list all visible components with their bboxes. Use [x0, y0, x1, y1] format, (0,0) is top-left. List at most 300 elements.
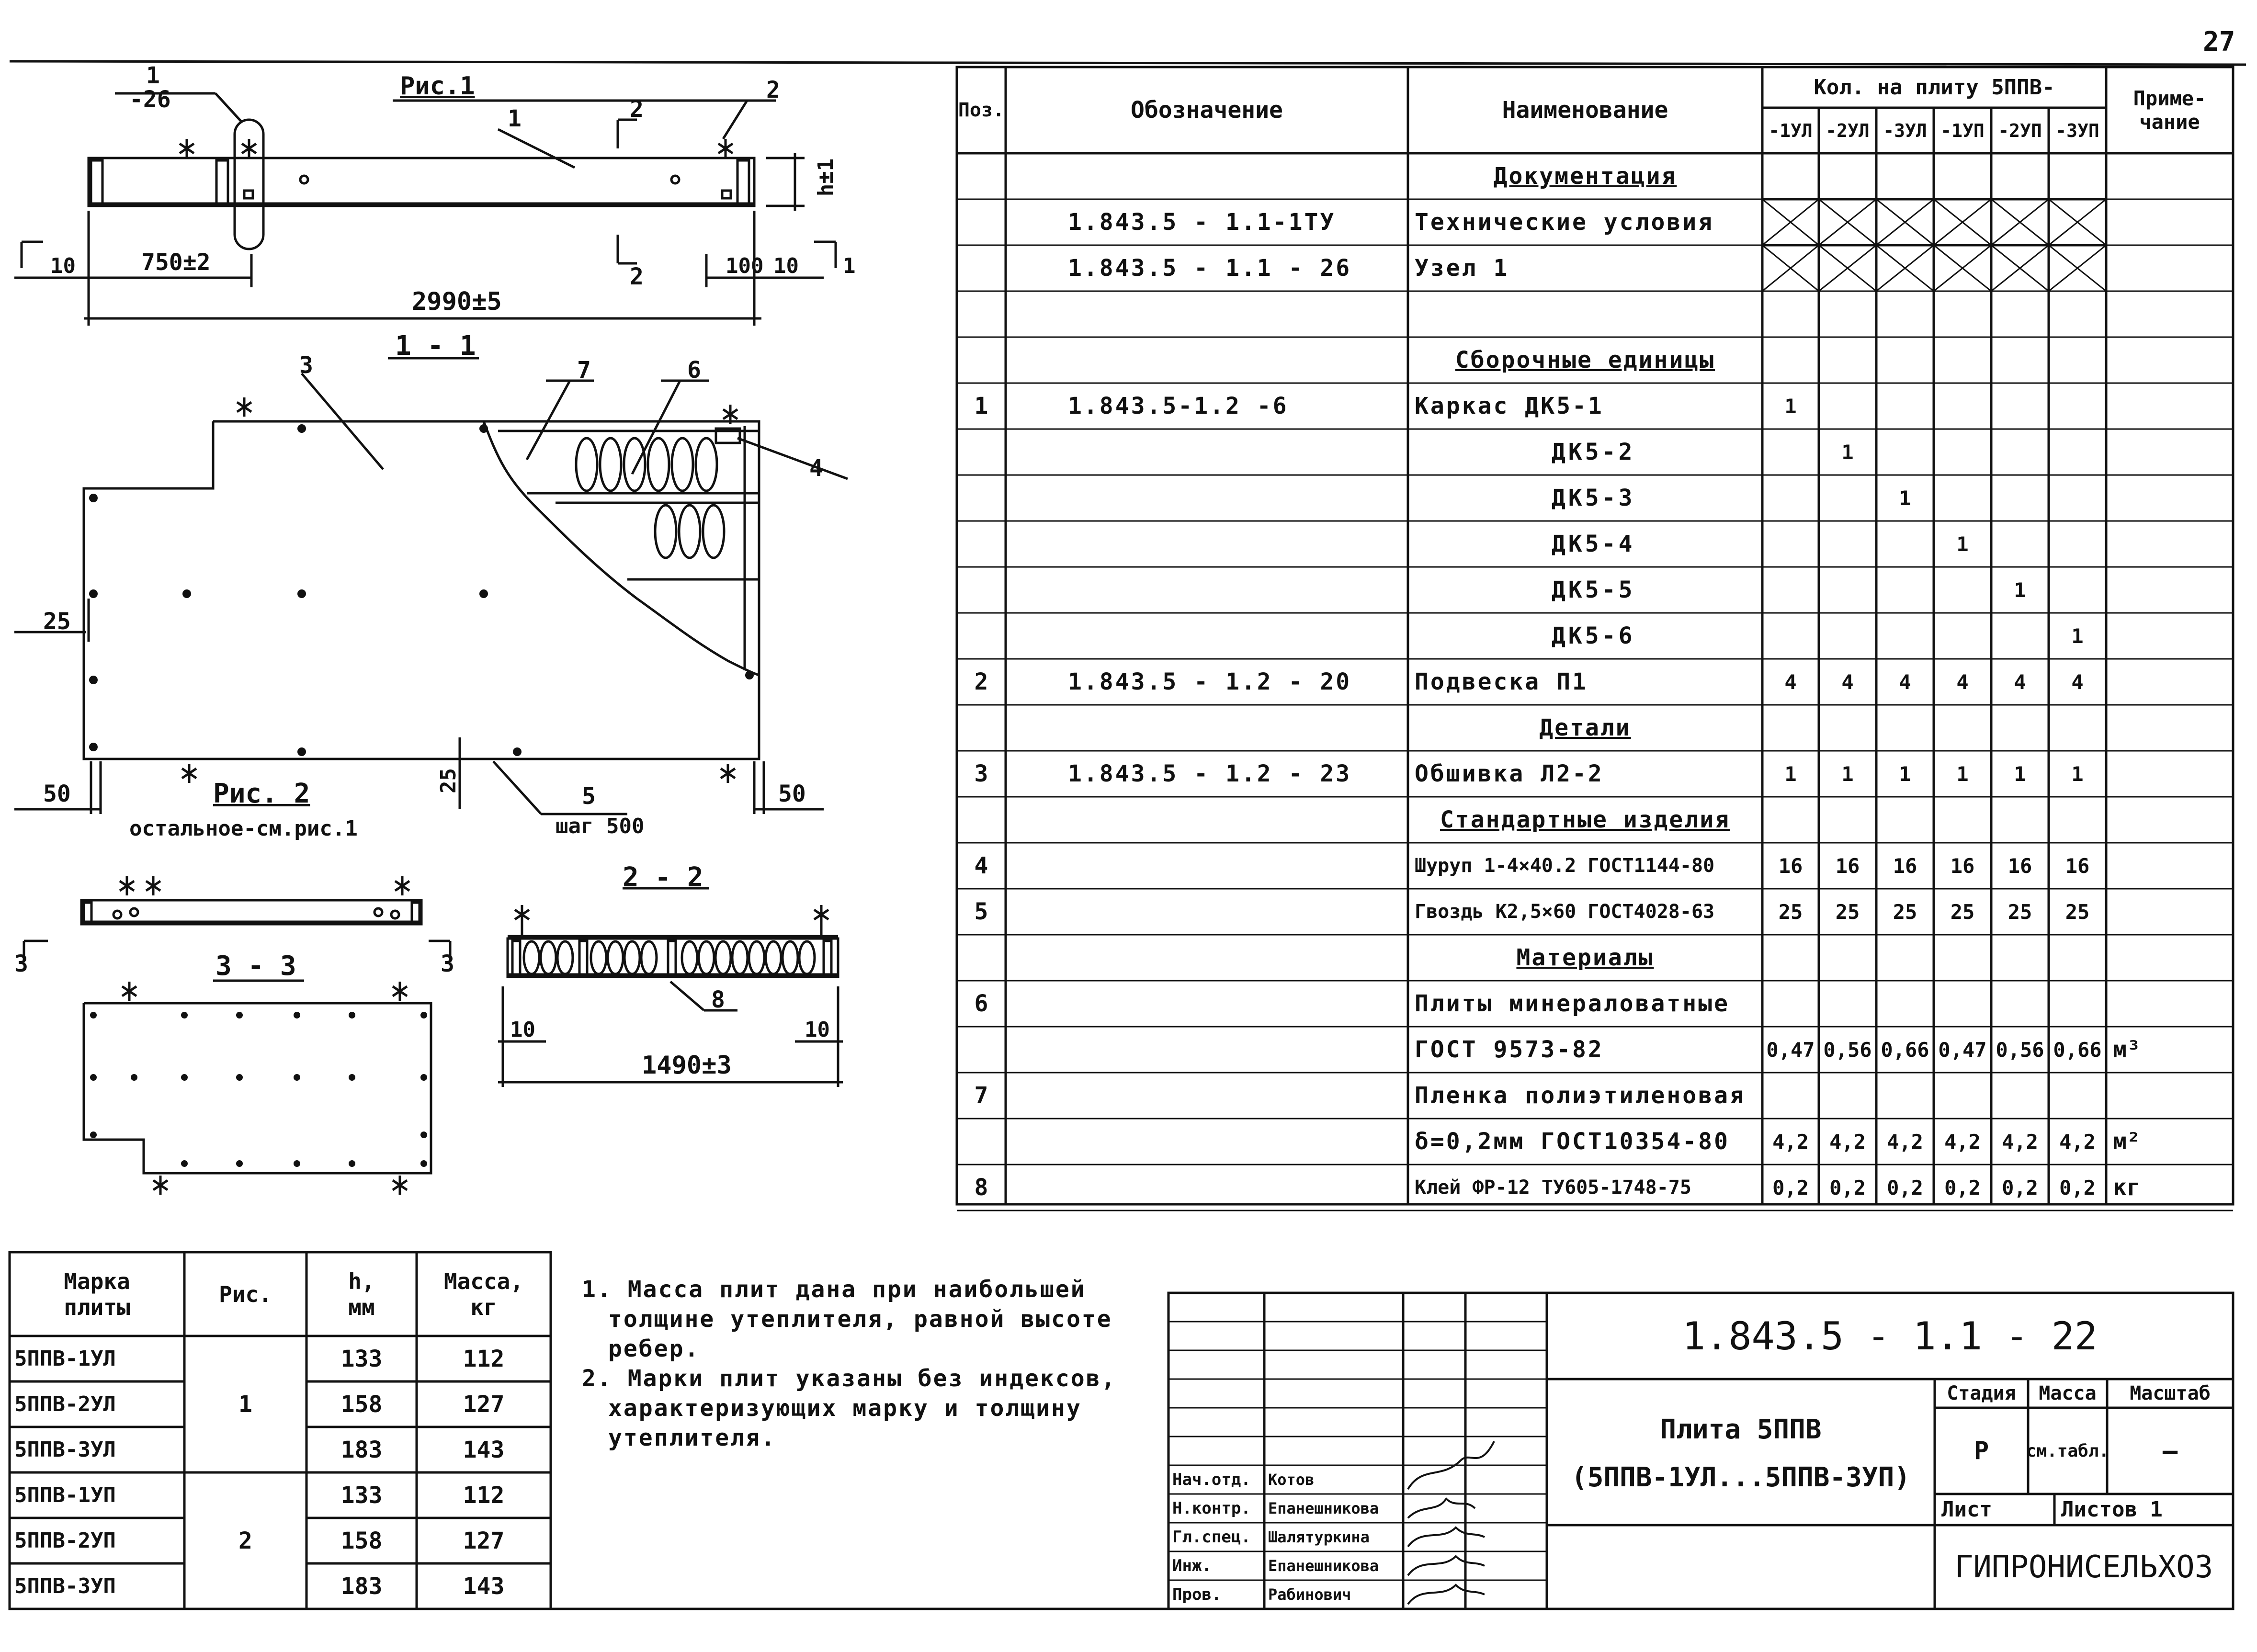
mark-row-mark: 5ППВ-1УЛ	[14, 1346, 116, 1371]
row-unit	[2106, 291, 2233, 337]
mark-row-h: 133	[340, 1345, 383, 1372]
row-qty	[1876, 935, 1934, 981]
header-qty-group: Кол. на плиту 5ППВ-	[1814, 75, 2055, 100]
row-name: ДК5-3	[1552, 485, 1635, 511]
row-qty	[1991, 291, 2049, 337]
row-qty	[2049, 521, 2106, 567]
row-pos	[957, 1027, 1006, 1073]
row-qty	[1819, 245, 1876, 291]
row-qty: 0,2	[1772, 1176, 1809, 1199]
row-qty: 25	[1950, 900, 1975, 924]
row-section-title: Сборочные единицы	[1455, 347, 1715, 373]
dim-10b: 10	[773, 254, 799, 278]
header-name: Наименование	[1502, 97, 1668, 124]
row-qty: 0,2	[2002, 1176, 2038, 1199]
row-qty: 4	[1841, 670, 1854, 694]
row-qty	[1991, 935, 2049, 981]
mark-row-h: 158	[340, 1527, 383, 1554]
row-qty	[1762, 1073, 1819, 1119]
row-qty	[1934, 337, 1991, 383]
row-unit	[2106, 935, 2233, 981]
row-name: δ=0,2мм ГОСТ10354-80	[1415, 1128, 1730, 1155]
row-name: Клей ФР-12 ТУ605-1748-75	[1415, 1177, 1691, 1199]
row-designation	[1006, 1027, 1408, 1073]
mark-row-h: 183	[340, 1573, 383, 1600]
header-pos: Поз.	[958, 99, 1005, 121]
row-name: ДК5-2	[1552, 439, 1635, 465]
signer-name: Епанешникова	[1268, 1557, 1379, 1575]
row-qty: 16	[2007, 854, 2032, 878]
row-unit	[2106, 797, 2233, 843]
row-qty: 0,2	[1944, 1176, 1981, 1199]
row-qty	[1934, 245, 1991, 291]
row-qty: 4,2	[2059, 1130, 2096, 1154]
callout-8: 8	[711, 986, 725, 1013]
section-3-mark-left: 3	[14, 950, 28, 977]
row-qty	[1762, 521, 1819, 567]
header-qty-col: -2УЛ	[1826, 120, 1870, 141]
row-qty: 4,2	[1772, 1130, 1809, 1154]
row-unit: кг	[2113, 1174, 2141, 1201]
row-qty: 0,47	[1938, 1038, 1987, 1062]
row-qty	[1876, 429, 1934, 475]
row-name: Технические условия	[1415, 209, 1714, 236]
row-pos	[957, 429, 1006, 475]
sheets-label: Листов 1	[2061, 1497, 2163, 1522]
drawing-name-1: Плита 5ППВ	[1660, 1414, 1822, 1445]
callout-1-sub: -26	[129, 86, 171, 113]
mark-fig-group: 1	[238, 1391, 252, 1418]
header-qty-col: -2УП	[1998, 120, 2042, 141]
row-qty	[1762, 337, 1819, 383]
drawing-name-2: (5ППВ-1УЛ...5ППВ-3УП)	[1571, 1461, 1910, 1493]
row-qty: 0,66	[2053, 1038, 2102, 1062]
row-pos	[957, 245, 1006, 291]
note-line: 1. Масса плит дана при наибольшей	[582, 1276, 1086, 1303]
signer-name: Рабинович	[1268, 1585, 1351, 1604]
row-designation	[1006, 889, 1408, 935]
mark-row-mark: 5ППВ-2УЛ	[14, 1392, 116, 1416]
header-qty-col: -3УЛ	[1883, 120, 1927, 141]
row-designation	[1006, 429, 1408, 475]
row-qty	[1934, 429, 1991, 475]
row-designation: 1.843.5 - 1.2 - 23	[1068, 760, 1352, 787]
row-pos	[957, 475, 1006, 521]
row-qty	[1762, 429, 1819, 475]
section-3-mark-right: 3	[441, 950, 454, 977]
row-qty	[1934, 291, 1991, 337]
row-pos	[957, 567, 1006, 613]
mark-row-mass: 127	[463, 1391, 505, 1418]
dim-100: 100	[726, 254, 764, 278]
row-pos: 7	[974, 1082, 988, 1109]
row-designation	[1006, 705, 1408, 751]
section-2-2-title: 2 - 2	[623, 862, 703, 893]
row-qty: 1	[1784, 394, 1797, 418]
callout-1: 1	[146, 62, 160, 89]
row-qty: 1	[2014, 762, 2026, 786]
signer-name: Епанешникова	[1268, 1499, 1379, 1517]
row-designation	[1006, 797, 1408, 843]
row-qty	[1991, 705, 2049, 751]
dim-25-bottom: 25	[436, 768, 461, 793]
row-qty	[1876, 245, 1934, 291]
page-number: 27	[2203, 26, 2235, 57]
dim-h: h±1	[814, 158, 839, 197]
row-pos: 6	[974, 990, 988, 1017]
row-designation	[1006, 153, 1408, 199]
row-unit	[2106, 245, 2233, 291]
row-qty	[1934, 1073, 1991, 1119]
row-qty	[1934, 613, 1991, 659]
row-qty	[2049, 383, 2106, 429]
row-qty	[1934, 797, 1991, 843]
mark-row-mass: 112	[463, 1482, 505, 1509]
row-qty	[1819, 153, 1876, 199]
mass-label: Масса	[2039, 1382, 2097, 1404]
row-qty: 16	[1950, 854, 1975, 878]
row-designation	[1006, 1165, 1408, 1211]
row-qty	[1819, 613, 1876, 659]
row-qty: 4,2	[1944, 1130, 1981, 1154]
dim-50-right: 50	[778, 781, 806, 807]
signer-role: Н.контр.	[1172, 1499, 1251, 1518]
row-qty	[1819, 705, 1876, 751]
row-qty: 16	[1835, 854, 1860, 878]
mark-header: h, мм	[348, 1268, 375, 1320]
note-line: характеризующих марку и толщину	[608, 1395, 1082, 1422]
dim-750: 750±2	[141, 249, 211, 276]
row-designation	[1006, 1073, 1408, 1119]
callout-2: 2	[766, 77, 780, 103]
row-unit	[2106, 1073, 2233, 1119]
section-mark-2b: 2	[630, 263, 644, 290]
row-unit	[2106, 843, 2233, 889]
row-qty	[1934, 153, 1991, 199]
row-designation	[1006, 843, 1408, 889]
row-qty	[1876, 705, 1934, 751]
row-name: Плиты минераловатные	[1415, 990, 1730, 1017]
mark-header: Рис.	[219, 1281, 272, 1307]
note-line: утеплителя.	[608, 1425, 776, 1451]
row-qty: 1	[2071, 624, 2084, 648]
row-name: Каркас ДК5-1	[1415, 393, 1604, 419]
mass-value: см.табл.	[2026, 1441, 2110, 1461]
row-designation	[1006, 521, 1408, 567]
row-qty	[2049, 153, 2106, 199]
row-qty: 25	[1778, 900, 1803, 924]
row-qty	[1876, 981, 1934, 1027]
row-qty	[1819, 981, 1876, 1027]
row-qty	[2049, 935, 2106, 981]
row-pos: 2	[974, 668, 988, 695]
row-designation	[1006, 291, 1408, 337]
row-name: ДК5-6	[1552, 622, 1635, 649]
callout-6: 6	[687, 357, 701, 384]
row-unit	[2106, 889, 2233, 935]
stage-label: Стадия	[1947, 1382, 2016, 1404]
row-unit	[2106, 659, 2233, 705]
callout-4: 4	[809, 455, 823, 482]
row-qty	[1762, 475, 1819, 521]
row-pos	[957, 1119, 1006, 1165]
fig1-plate-outline	[89, 158, 754, 206]
row-qty: 4,2	[2002, 1130, 2038, 1154]
row-qty	[1762, 705, 1819, 751]
signer-role: Нач.отд.	[1172, 1470, 1251, 1489]
row-qty: 25	[1835, 900, 1860, 924]
row-qty	[1819, 475, 1876, 521]
row-qty	[1991, 1073, 2049, 1119]
dim-10-left: 10	[510, 1018, 535, 1042]
row-pos: 5	[974, 898, 988, 925]
row-name: Шуруп 1-4×40.2 ГОСТ1144-80	[1415, 855, 1715, 877]
row-qty: 4	[1784, 670, 1797, 694]
row-qty	[1876, 797, 1934, 843]
row-qty	[1762, 199, 1819, 245]
row-qty: 1	[1956, 532, 1969, 556]
row-qty: 1	[2014, 578, 2026, 602]
row-qty	[1991, 475, 2049, 521]
row-qty	[1762, 797, 1819, 843]
row-qty	[2049, 981, 2106, 1027]
row-qty	[2049, 705, 2106, 751]
row-qty: 16	[1778, 854, 1803, 878]
row-qty	[1876, 567, 1934, 613]
row-qty	[1876, 199, 1934, 245]
row-designation	[1006, 567, 1408, 613]
section-3-3-title: 3 - 3	[215, 950, 296, 982]
row-qty: 4	[1956, 670, 1969, 694]
fig1-title: Рис.1	[400, 72, 475, 101]
row-unit: м²	[2113, 1128, 2141, 1155]
row-unit	[2106, 705, 2233, 751]
row-designation	[1006, 1119, 1408, 1165]
row-qty: 4,2	[1887, 1130, 1923, 1154]
dim-50-left: 50	[43, 781, 71, 807]
mark-row-mass: 143	[463, 1436, 505, 1463]
row-qty	[1934, 199, 1991, 245]
row-qty	[1991, 797, 2049, 843]
row-designation: 1.843.5-1.2 -6	[1068, 393, 1289, 419]
section-mark-2: 2	[630, 96, 644, 123]
mark-row-mass: 112	[463, 1345, 505, 1372]
mark-row-h: 183	[340, 1436, 383, 1463]
row-qty	[2049, 567, 2106, 613]
row-qty	[2049, 245, 2106, 291]
row-name: ГОСТ 9573-82	[1415, 1036, 1604, 1063]
row-qty: 16	[2065, 854, 2090, 878]
row-unit	[2106, 199, 2233, 245]
row-qty: 0,56	[1996, 1038, 2044, 1062]
row-qty: 4	[2014, 670, 2026, 694]
row-unit	[2106, 613, 2233, 659]
row-qty	[1934, 705, 1991, 751]
row-qty	[1762, 613, 1819, 659]
dim-25-left: 25	[43, 608, 71, 635]
row-designation	[1006, 981, 1408, 1027]
row-pos	[957, 153, 1006, 199]
row-qty	[1819, 291, 1876, 337]
row-unit	[2106, 153, 2233, 199]
row-pos	[957, 521, 1006, 567]
row-qty: 25	[2007, 900, 2032, 924]
row-qty: 1	[1784, 762, 1797, 786]
row-qty: 25	[2065, 900, 2090, 924]
row-pos	[957, 935, 1006, 981]
header-designation: Обозначение	[1131, 97, 1283, 124]
row-unit	[2106, 475, 2233, 521]
mark-row-mark: 5ППВ-3УЛ	[14, 1437, 116, 1462]
row-name: Пленка полиэтиленовая	[1415, 1082, 1746, 1109]
pos-1: 1	[508, 105, 522, 132]
row-name: Подвеска П1	[1415, 668, 1588, 695]
section-1-1-title: 1 - 1	[395, 330, 476, 362]
mark-row-mass: 143	[463, 1573, 505, 1600]
row-qty	[1876, 613, 1934, 659]
row-name: Обшивка Л2-2	[1415, 760, 1604, 787]
row-qty	[1819, 935, 1876, 981]
header-qty-col: -1УП	[1940, 120, 1985, 141]
row-qty: 0,2	[2059, 1176, 2096, 1199]
row-qty	[1991, 153, 2049, 199]
row-qty	[1819, 1073, 1876, 1119]
sheet-label: Лист	[1941, 1497, 1992, 1522]
mark-header: Марка плиты	[64, 1268, 130, 1320]
row-unit	[2106, 383, 2233, 429]
row-unit	[2106, 567, 2233, 613]
callout-7: 7	[577, 357, 591, 384]
row-qty: 4,2	[1829, 1130, 1866, 1154]
row-pos: 3	[974, 760, 988, 787]
row-designation: 1.843.5 - 1.1-1ТУ	[1068, 209, 1336, 236]
mark-fig-group: 2	[238, 1527, 252, 1554]
row-qty	[1819, 199, 1876, 245]
row-pos	[957, 797, 1006, 843]
row-qty	[1819, 383, 1876, 429]
row-qty: 0,47	[1766, 1038, 1815, 1062]
row-name: ДК5-5	[1552, 577, 1635, 603]
note-line: ребер.	[608, 1335, 700, 1362]
row-unit: м³	[2113, 1036, 2141, 1063]
row-designation	[1006, 935, 1408, 981]
row-qty	[1934, 935, 1991, 981]
row-name	[1408, 291, 1762, 337]
dim-10-right: 10	[805, 1018, 830, 1042]
row-qty	[2049, 291, 2106, 337]
row-qty	[1762, 935, 1819, 981]
row-designation: 1.843.5 - 1.2 - 20	[1068, 668, 1352, 695]
row-section-title: Документация	[1493, 163, 1677, 190]
dim-10a: 10	[50, 254, 76, 278]
mark-header: Масса, кг	[443, 1268, 524, 1320]
row-qty: 25	[1893, 900, 1917, 924]
row-unit	[2106, 521, 2233, 567]
row-qty	[1991, 613, 2049, 659]
row-qty	[1934, 567, 1991, 613]
row-qty	[1876, 337, 1934, 383]
drawing-code: 1.843.5 - 1.1 - 22	[1682, 1313, 2098, 1358]
row-unit	[2106, 981, 2233, 1027]
row-qty	[1934, 475, 1991, 521]
row-qty	[1762, 567, 1819, 613]
signer-role: Инж.	[1172, 1556, 1212, 1575]
row-qty	[1819, 337, 1876, 383]
row-qty	[2049, 1073, 2106, 1119]
row-qty	[1819, 567, 1876, 613]
note-line: толщине утеплителя, равной высоте	[608, 1306, 1112, 1333]
row-qty	[1991, 383, 2049, 429]
row-unit	[2106, 751, 2233, 797]
row-qty: 1	[1956, 762, 1969, 786]
organization: ГИПРОНИСЕЛЬХОЗ	[1954, 1549, 2213, 1585]
row-pos	[957, 291, 1006, 337]
row-section-title: Материалы	[1516, 944, 1654, 971]
header-qty-col: -3УП	[2055, 120, 2099, 141]
row-qty	[1876, 1073, 1934, 1119]
row-name: Узел 1	[1415, 255, 1509, 282]
callout-3: 3	[299, 352, 313, 379]
row-qty	[1991, 981, 2049, 1027]
row-pos	[957, 705, 1006, 751]
row-qty: 1	[1899, 762, 1911, 786]
row-pos: 4	[974, 852, 988, 879]
row-pos	[957, 199, 1006, 245]
mark-row-h: 133	[340, 1482, 383, 1509]
row-qty: 16	[1893, 854, 1917, 878]
dim-1490: 1490±3	[642, 1051, 732, 1080]
signer-role: Пров.	[1172, 1585, 1222, 1604]
row-qty: 1	[2071, 762, 2084, 786]
row-qty	[1762, 981, 1819, 1027]
row-qty: 4	[1899, 670, 1911, 694]
row-qty	[1819, 521, 1876, 567]
row-qty	[1934, 981, 1991, 1027]
row-name: Гвоздь К2,5×60 ГОСТ4028-63	[1415, 901, 1715, 923]
mark-row-h: 158	[340, 1391, 383, 1418]
row-qty	[1819, 797, 1876, 843]
row-qty	[1876, 291, 1934, 337]
mark-row-mark: 5ППВ-2УП	[14, 1528, 116, 1553]
mark-row-mark: 5ППВ-3УП	[14, 1574, 116, 1598]
signer-name: Шалятуркина	[1268, 1528, 1370, 1546]
row-designation	[1006, 475, 1408, 521]
signer-name: Котов	[1268, 1471, 1315, 1489]
row-qty	[2049, 475, 2106, 521]
note-line: 2. Марки плит указаны без индексов,	[582, 1365, 1117, 1392]
row-name: ДК5-4	[1552, 531, 1635, 557]
row-qty	[1762, 245, 1819, 291]
header-note: Приме- чание	[2133, 87, 2206, 134]
fig2-note: остальное-см.рис.1	[129, 816, 358, 841]
row-qty: 0,2	[1887, 1176, 1923, 1199]
dim-2990: 2990±5	[412, 287, 502, 316]
row-qty	[1991, 429, 2049, 475]
row-pos	[957, 337, 1006, 383]
signer-role: Гл.спец.	[1172, 1528, 1251, 1547]
row-qty: 0,56	[1823, 1038, 1872, 1062]
row-qty	[1876, 153, 1934, 199]
row-qty: 4	[2071, 670, 2084, 694]
callout-5: 5	[582, 783, 596, 810]
row-unit	[2106, 429, 2233, 475]
row-qty	[2049, 797, 2106, 843]
row-qty: 1	[1841, 762, 1854, 786]
sec1-right: 1	[843, 254, 856, 278]
row-pos: 8	[974, 1174, 988, 1201]
scale-label: Масштаб	[2130, 1382, 2211, 1404]
row-qty: 0,2	[1829, 1176, 1866, 1199]
